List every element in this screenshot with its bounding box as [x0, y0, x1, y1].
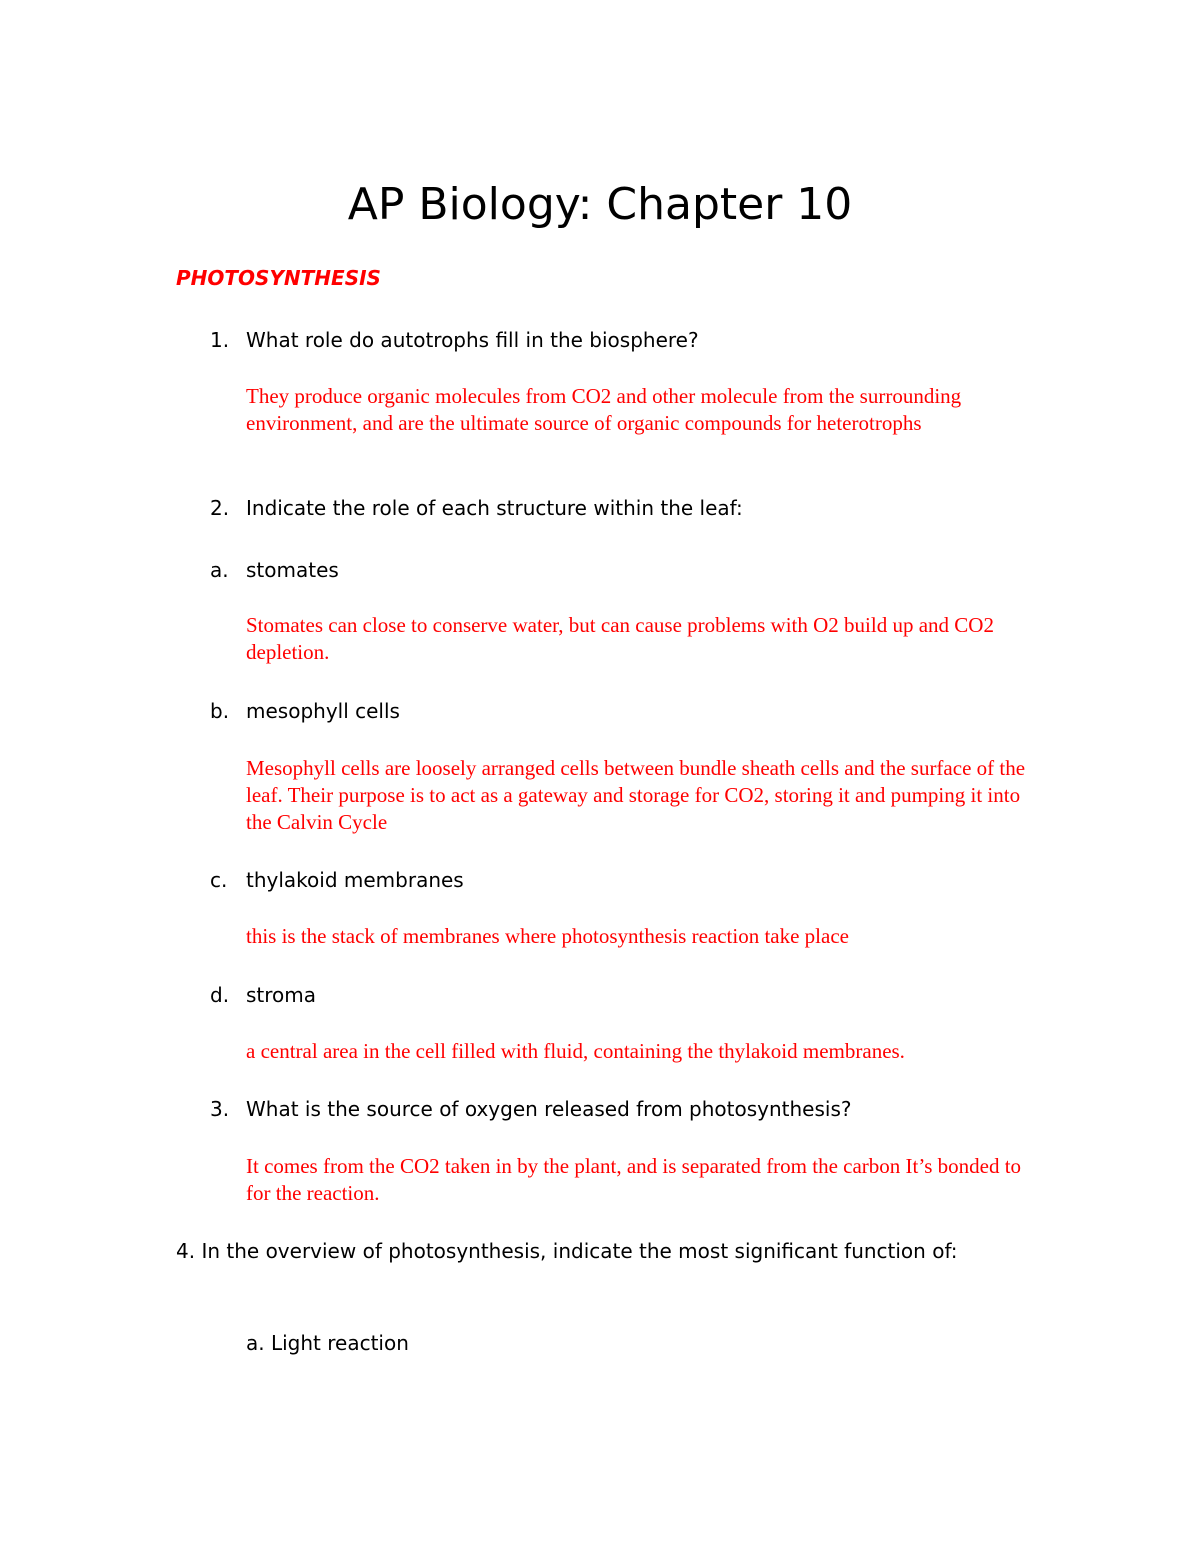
answer-2a: Stomates can close to conserve water, but can cause problems with O2 build up and CO2 depletion. [246, 613, 994, 664]
question-2c-text: thylakoid membranes [246, 868, 464, 892]
question-4-text: In the overview of photosynthesis, indicate the most significant function of: [201, 1239, 958, 1263]
question-2d-letter: d. [210, 983, 230, 1007]
question-4-number: 4. [176, 1239, 196, 1263]
answer-2b: Mesophyll cells are loosely arranged cells between bundle sheath cells and the surface of the leaf. Their purpose is to act as a gateway and storage for CO2, storing it and pumping it into the Calvin Cycle [246, 756, 1026, 834]
question-2-text: Indicate the role of each structure within the leaf: [246, 496, 743, 520]
question-4a-text: Light reaction [270, 1331, 409, 1355]
answer-1: They produce organic molecules from CO2 and other molecule from the surrounding environment, and are the ultimate source of organic compounds for heterotrophs [246, 384, 962, 435]
answer-3: It comes from the CO2 taken in by the plant, and is separated from the carbon It’s bonded to for the reaction. [246, 1154, 1022, 1205]
question-1-number: 1. [210, 328, 230, 352]
question-2b-text: mesophyll cells [246, 699, 400, 723]
question-4a [246, 1328, 409, 1358]
question-4 [176, 1236, 1026, 1267]
question-3-number: 3. [210, 1097, 230, 1121]
section-heading: PHOTOSYNTHESIS [176, 266, 381, 290]
answer-2c: this is the stack of membranes where photosynthesis reaction take place [246, 924, 849, 948]
question-4a-letter: a. [246, 1331, 265, 1355]
question-1-text: What role do autotrophs fill in the biosphere? [246, 328, 699, 352]
question-2c-letter: c. [210, 868, 228, 892]
answer-2d: a central area in the cell filled with fluid, containing the thylakoid membranes. [246, 1039, 905, 1063]
question-2a-letter: a. [210, 558, 229, 582]
question-3-text: What is the source of oxygen released from photosynthesis? [246, 1097, 852, 1121]
document-title: AP Biology: Chapter 10 [347, 179, 853, 230]
question-2-number: 2. [210, 496, 230, 520]
question-2a-text: stomates [246, 558, 339, 582]
question-2d-text: stroma [246, 983, 317, 1007]
question-2b-letter: b. [210, 699, 230, 723]
